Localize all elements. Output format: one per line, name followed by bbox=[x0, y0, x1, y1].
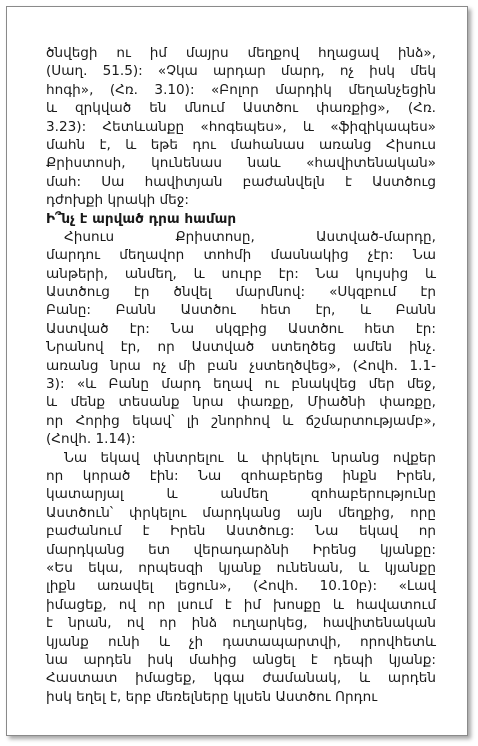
text-line: որ կորած էին: Նա զոհաբերեց ինքն Իրեն, bbox=[46, 467, 436, 484]
text-line: Աստծուց էր ծնվել մարմնով: «Սկզբում էր bbox=[46, 284, 436, 301]
paragraph bbox=[46, 228, 436, 449]
text-line: հոգի», (Հռ. 3.10): «Բոլոր մարդիկ մեղանչեցին bbox=[46, 81, 436, 98]
text-line: Աստծուն՝ փրկելու մարդկանց այն մեղքից, որը bbox=[46, 504, 436, 521]
text-line: Հաստատ իմացեք, կգա ժամանակ, և արդեն bbox=[46, 670, 436, 687]
text-line: «Ես եկա, որպեսզի կյանք ունենան, և կյանքը bbox=[46, 559, 436, 576]
text-line: իմացեք, ով որ լսում է իմ խոսքը և հավատում bbox=[46, 596, 436, 613]
text-line: Նա եկավ փնտրելու և փրկելու նրանց ովքեր bbox=[64, 449, 436, 466]
text-line: Հիսուս Քրիստոսը, Աստված-մարդը, bbox=[64, 228, 436, 245]
text-line: բաժանում է Իրեն Աստծուց: Նա եկավ որ bbox=[46, 523, 436, 540]
text-line: դժոխքի կրակի մեջ: bbox=[46, 192, 189, 209]
text-line: (Հովհ. 1.14): bbox=[46, 431, 136, 448]
text-line: առանց նրա ոչ մի բան չստեղծվեց», (Հովհ. 1.1- bbox=[46, 357, 436, 374]
text-line: Աստված էր: Նա սկզբից Աստծու հետ էր: bbox=[46, 320, 436, 337]
text-line: անթերի, անմեղ, և սուրբ էր: Նա կույսից և bbox=[46, 265, 436, 282]
text-line: և զրկված են մնում Աստծու փառքից», (Հռ. bbox=[46, 100, 436, 117]
text-line: որ Հորից եկավ՝ լի շնորհով և ճշմարտությամբ», bbox=[46, 412, 436, 429]
text-line: կատարյալ և անմեղ զոհաբերությունը bbox=[46, 486, 436, 503]
text-line: Նրանով էր, որ Աստված ստեղծեց ամեն ինչ. bbox=[46, 339, 436, 356]
text-line: է նրան, ով որ ինձ ուղարկեց, հավիտենական bbox=[46, 615, 436, 632]
text-line: մարդու մեղավոր տոհմի մասնակից չէր: Նա bbox=[46, 247, 436, 264]
text-line: կյանք ունի և չի դատապարտվի, որովհետև bbox=[46, 633, 436, 650]
text-line: (Սաղ. 51.5): «Չկա արդար մարդ, ոչ իսկ մեկ bbox=[46, 63, 436, 80]
text-line: նա արդեն իսկ մահից անցել է դեպի կյանք: bbox=[46, 651, 436, 668]
text-line: 3.23): Հետևանքը «հոգեպես», և «ֆիզիկապես» bbox=[46, 118, 436, 135]
text-line: Քրիստոսի, կունենաս նաև «հավիտենական» bbox=[46, 155, 436, 172]
text-line: մահն է, և եթե դու մահանաս առանց Հիսուս bbox=[46, 136, 436, 153]
text-line: մարդկանց ետ վերադարձնի Իրենց կյանքը: bbox=[46, 541, 436, 558]
paragraph bbox=[46, 44, 436, 210]
text-line: իսկ եղել է, երբ մեռելները կլսեն Աստծու Որդու bbox=[46, 688, 378, 705]
paragraph bbox=[46, 449, 436, 706]
text-line: Բանը: Բանն Աստծու հետ էր, և Բանն bbox=[46, 302, 436, 319]
text-line: լիքն առավել լեցուն», (Հովհ. 10.10բ): «Լավ bbox=[46, 578, 436, 595]
text-line: ծնվեցի ու իմ մայրս մեղքով հղացավ ինձ», bbox=[46, 45, 436, 61]
text-line: և մենք տեսանք նրա փառքը, Միածնի փառքը, bbox=[46, 394, 436, 411]
text-line: 3): «և Բանը մարդ եղավ ու բնակվեց մեր մեջ, bbox=[46, 376, 436, 393]
document-body bbox=[46, 44, 436, 706]
section-heading: Ի՞նչ է արված դրա համար bbox=[46, 210, 237, 227]
text-line: մահ: Սա հավիտյան բաժանվելն է Աստծուց bbox=[46, 173, 436, 190]
